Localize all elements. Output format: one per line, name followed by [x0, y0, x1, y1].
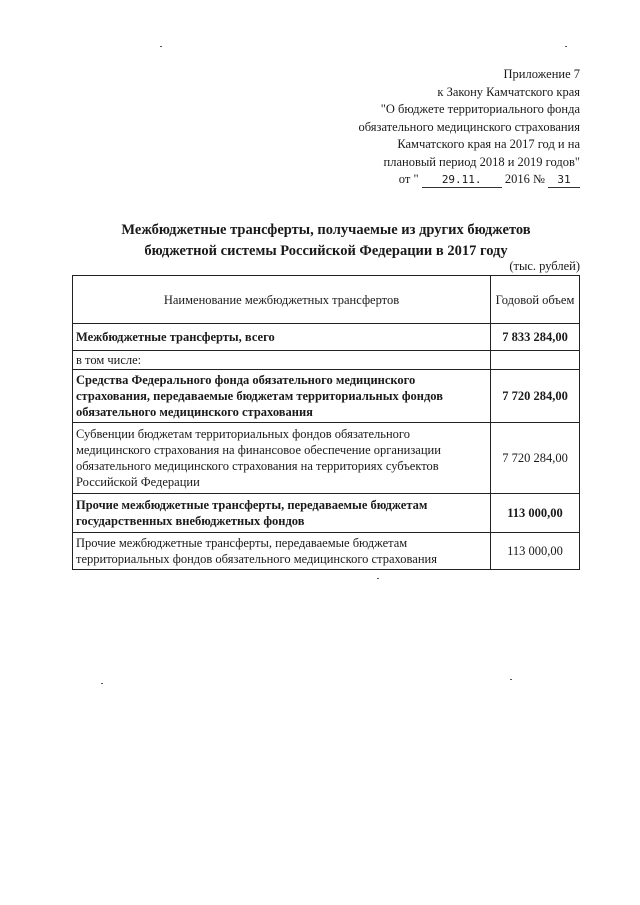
row-name: Прочие межбюджетные трансферты, передаваемые бюджетам государственных внебюджетных фондов — [73, 494, 491, 533]
scan-speck — [160, 46, 162, 47]
appendix-header — [250, 66, 580, 189]
table-row — [73, 533, 580, 570]
row-value: 113 000,00 — [491, 494, 580, 533]
transfers-table — [72, 275, 580, 570]
row-name: Средства Федерального фонда обязательного медицинского страхования, передаваемые бюджетам территориальных фондов обязательного медицинского страхования — [73, 370, 491, 423]
appendix-line: "О бюджете территориального фонда — [380, 102, 580, 116]
header-name: Наименование межбюджетных трансфертов — [73, 276, 491, 324]
scan-speck — [101, 683, 103, 684]
scan-speck — [377, 578, 379, 579]
number-sign: № — [532, 172, 545, 186]
row-value — [491, 351, 580, 370]
scan-speck — [510, 679, 512, 680]
document-title — [72, 220, 580, 262]
table-row — [73, 423, 580, 494]
table-row — [73, 324, 580, 351]
appendix-line: к Закону Камчатского края — [437, 84, 580, 99]
header-value: Годовой объем — [491, 276, 580, 324]
date-prefix: от " — [398, 172, 419, 186]
scan-speck — [565, 46, 567, 47]
appendix-line: Камчатского края на 2017 год и на — [397, 137, 580, 151]
law-year: 2016 — [504, 172, 530, 186]
appendix-line: Приложение 7 — [503, 67, 580, 81]
title-line-1: Межбюджетные трансферты, получаемые из других бюджетов — [121, 222, 531, 238]
row-name: Субвенции бюджетам территориальных фондов обязательного медицинского страхования на финансовое обеспечение организации обязательного медицинского страхования на территориях субъектов Российской Федерации — [73, 423, 491, 494]
table-row — [73, 494, 580, 533]
row-value: 113 000,00 — [491, 533, 580, 570]
title-line-2: бюджетной системы Российской Федерации в 2017 году — [144, 243, 508, 259]
table-header-row — [73, 276, 580, 324]
row-value: 7 720 284,00 — [491, 423, 580, 494]
law-date-line — [250, 171, 580, 189]
table-row — [73, 351, 580, 370]
units-label: (тыс. рублей) — [509, 259, 580, 273]
law-date-field: 29.11. — [422, 173, 502, 188]
row-value: 7 720 284,00 — [491, 370, 580, 423]
row-name: Прочие межбюджетные трансферты, передаваемые бюджетам территориальных фондов обязательного медицинского страхования — [73, 533, 491, 570]
appendix-line: обязательного медицинского страхования — [358, 119, 580, 134]
row-name: в том числе: — [73, 351, 491, 370]
table-row — [73, 370, 580, 423]
row-name: Межбюджетные трансферты, всего — [73, 324, 491, 351]
law-number-field: 31 — [548, 173, 580, 188]
appendix-line: плановый период 2018 и 2019 годов" — [383, 154, 580, 169]
row-value: 7 833 284,00 — [491, 324, 580, 351]
